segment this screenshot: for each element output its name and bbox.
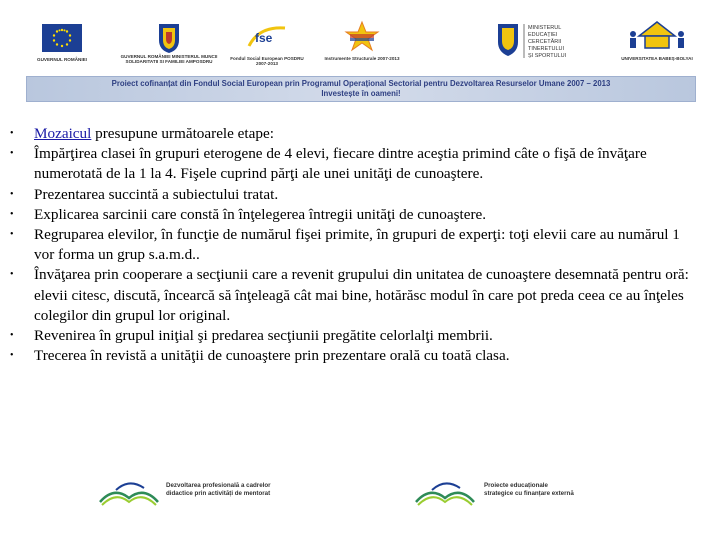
list-item-text: Revenirea în grupul iniţial şi predarea secţiunii pregătite celorlalţi membrii. bbox=[34, 327, 493, 345]
banner-line-1: Proiect cofinanțat din Fondul Social European prin Programul Operațional Sectorial pentru Dezvoltarea Resurselor Umane 2007 – 2013 bbox=[111, 79, 611, 88]
footer-right-line-1: Proiecte educaționale bbox=[484, 482, 548, 489]
svg-text:CERCETĂRII: CERCETĂRII bbox=[528, 39, 562, 45]
project-banner bbox=[26, 76, 696, 102]
content-area bbox=[10, 124, 700, 366]
instrumente-logo bbox=[322, 6, 402, 74]
list-item-text: Regruparea elevilor, în funcţie de numărul fişei primite, în grupuri de experţi: toţi elevii care au numărul 1 vor forma un grup s.a.m.d.. bbox=[34, 226, 680, 264]
mozaic-link[interactable]: Mozaicul bbox=[34, 125, 92, 142]
list-item bbox=[10, 265, 700, 326]
bullet-icon: • bbox=[10, 208, 14, 220]
banner-line-2: Investește în oameni! bbox=[321, 89, 401, 98]
bullet-icon: • bbox=[10, 188, 14, 200]
footer-left-line-2: didactice prin activități de mentorat bbox=[166, 490, 271, 497]
university-caption: UNIVERSITATEA BABEȘ-BOLYAI bbox=[621, 56, 693, 61]
list-item-text: Prezentarea succintă a subiectului tratat. bbox=[34, 185, 279, 203]
bullet-icon: • bbox=[10, 148, 14, 160]
bullet-icon: • bbox=[10, 330, 14, 342]
university-logo bbox=[612, 6, 702, 74]
footer-right bbox=[412, 476, 652, 510]
footer-right-line-2: strategice cu finanțare externă bbox=[484, 490, 574, 497]
fse-logo bbox=[227, 6, 307, 74]
instrumente-caption: Instrumente Structurale 2007-2013 bbox=[324, 56, 400, 61]
svg-text:EDUCAȚIEI: EDUCAȚIEI bbox=[528, 32, 558, 38]
fse-caption: Fondul Social European POSDRU 2007-2013 bbox=[230, 56, 304, 66]
logo-bar bbox=[22, 6, 702, 74]
fse-icon bbox=[245, 20, 289, 52]
house-people-icon bbox=[625, 20, 689, 54]
eu-flag-caption: GUVERNUL ROMÂNIEI bbox=[37, 57, 87, 62]
bullet-icon: • bbox=[10, 229, 14, 241]
svg-text:ȘI SPORTULUI: ȘI SPORTULUI bbox=[528, 53, 567, 59]
svg-text:MINISTERUL: MINISTERUL bbox=[528, 25, 562, 31]
list-item-text: Trecerea în revistă a unităţii de cunoaştere prin prezentare orală cu toată clasa. bbox=[34, 347, 510, 365]
list-item bbox=[10, 205, 700, 225]
coat-of-arms-icon bbox=[154, 20, 184, 54]
open-book-icon bbox=[412, 478, 478, 508]
list-item bbox=[10, 124, 700, 144]
footer-left bbox=[96, 476, 356, 510]
list-item-text: presupune următoarele etape: bbox=[91, 125, 274, 142]
ministry-education-logo bbox=[492, 6, 602, 74]
list-item bbox=[10, 326, 700, 346]
footer bbox=[0, 476, 720, 516]
list-item bbox=[10, 144, 700, 184]
bullet-icon: • bbox=[10, 128, 14, 139]
eu-flag-logo bbox=[22, 6, 102, 74]
education-crest-icon bbox=[492, 18, 602, 64]
list-item bbox=[10, 225, 700, 265]
ministry-caption: GUVERNUL ROMÂNIEI MINISTERUL MUNCII SOLIDARITATII SI FAMILIEI AMPOSDRU bbox=[120, 54, 218, 64]
svg-text:fse: fse bbox=[255, 31, 273, 45]
bullet-icon: • bbox=[10, 269, 14, 281]
list-item bbox=[10, 185, 700, 205]
list-item-text: Învăţarea prin cooperare a secţiunii care a revenit grupului din unitatea de cunoaştere desemnată pentru oră: elevii citesc, discută, încearcă să înţeleagă cât mai bine, hotărăsc modul în care pot preda ceea ce au înţeles colegilor din grupul lor original. bbox=[34, 266, 689, 324]
mozaic-steps-list bbox=[10, 124, 700, 366]
svg-text:TINERETULUI: TINERETULUI bbox=[528, 46, 565, 52]
list-item-text: Împărţirea clasei în grupuri eterogene de 4 elevi, fiecare dintre aceştia primind câte o fişă de învăţare numerotată de la 1 la 4. Fişele cuprind părţi ale unei unităţi de cunoaştere. bbox=[34, 145, 647, 183]
ministry-logo bbox=[114, 6, 224, 74]
eu-flag-icon bbox=[42, 24, 82, 52]
list-item bbox=[10, 346, 700, 366]
bullet-icon: • bbox=[10, 350, 14, 362]
footer-left-line-1: Dezvoltarea profesională a cadrelor bbox=[166, 482, 271, 489]
instrumente-icon bbox=[342, 20, 382, 52]
list-item-text: Explicarea sarcinii care constă în înţelegerea întregii unităţi de cunoaştere. bbox=[34, 205, 487, 223]
open-book-icon bbox=[96, 478, 162, 508]
